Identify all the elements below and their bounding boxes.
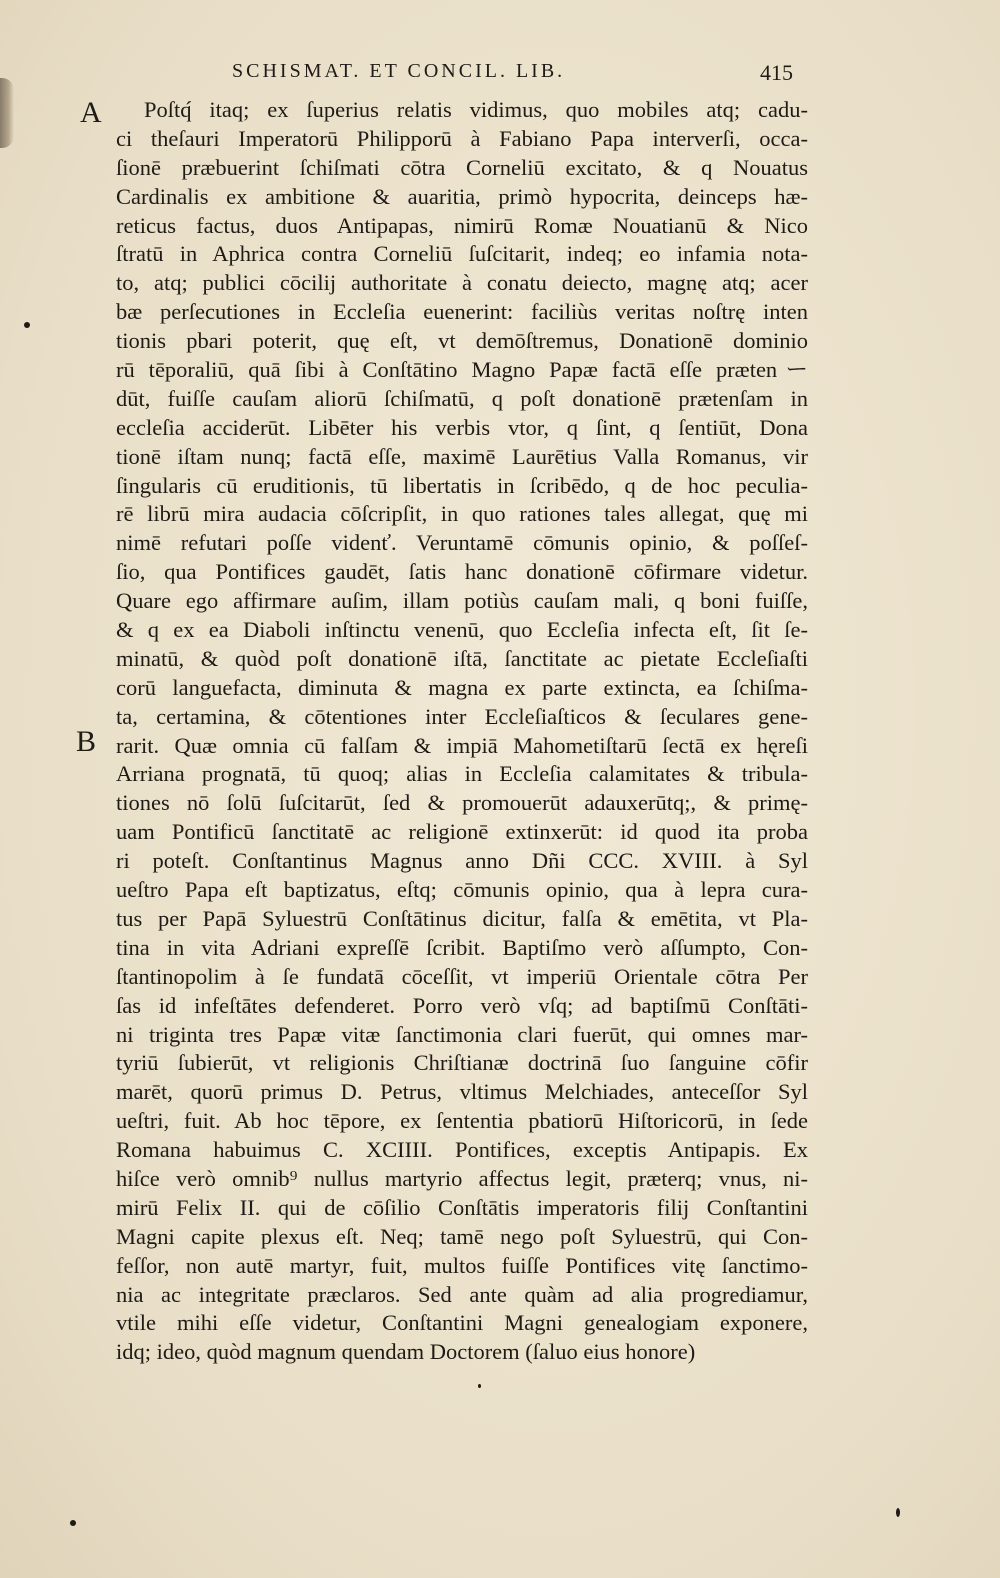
text-line: marēt, quorū primus D. Petrus, vltimus Melchiades, anteceſſor Syl	[116, 1079, 808, 1105]
text-line: ueſtro Papa eſt baptizatus, eſtq; cōmunis opinio, qua à lepra cura-	[116, 877, 808, 903]
text-line: ſtantinopolim à ſe fundatā cōceſſit, vt imperiū Orientale cōtra Per	[116, 963, 808, 989]
page-number: 415	[760, 60, 793, 85]
text-line: uam Pontificū ſanctitatē ac religionē extinxerūt: id quod ita proba	[116, 819, 808, 845]
running-title: SCHISMAT. ET CONCIL. LIB.	[232, 60, 566, 82]
text-line: nimē refutari poſſe videnť. Veruntamē cōmunis opinio, & poſſeſ-	[116, 530, 808, 556]
text-line: idq; ideo, quòd magnum quendam Doctorem (ſaluo eius honore)	[116, 1339, 696, 1365]
body-text	[116, 96, 808, 1367]
text-line: ueſtri, fuit. Ab hoc tēpore, ex ſententia pbatiorū Hiſtoricorū, in ſede	[116, 1108, 808, 1134]
text-line: ſio, qua Pontifices gaudēt, ſatis hanc donationē cōfirmare videtur.	[116, 559, 808, 585]
text-line: ſas id infeſtātes defenderet. Porro verò vſq; ad baptiſmū Conſtāti-	[116, 992, 808, 1018]
text-line: corū languefacta, diminuta & magna ex parte extincta, ea ſchiſma-	[116, 674, 808, 700]
text-line: hiſce verò omnib⁹ nullus martyrio affectus legit, præterq; vnus, ni-	[116, 1165, 808, 1191]
text-line: ni triginta tres Papæ vitæ ſanctimonia clari fuerūt, qui omnes mar-	[116, 1021, 808, 1047]
text-line: ſionē præbuerint ſchiſmati cōtra Corneliū excitato, & q Nouatus	[116, 154, 808, 180]
text-line: nia ac integritate præclaros. Sed ante quàm ad alia progrediamur,	[116, 1281, 808, 1307]
text-line: tiones nō ſolū ſuſcitarūt, ſed & promouerūt adauxerūtq;, & primę-	[116, 790, 808, 816]
margin-letter-a: A	[80, 96, 102, 129]
margin-letter-b: B	[76, 725, 97, 758]
text-line: vtile mihi eſſe videtur, Conſtantini Magni genealogiam exponere,	[116, 1310, 808, 1336]
text-line: rē librū mira audacia cōſcripſit, in quo rationes tales allegat, quę mi	[116, 501, 808, 527]
text-line: ta, certamina, & cōtentiones inter Eccleſiaſticos & ſeculares gene-	[116, 703, 808, 729]
binding-shadow	[0, 78, 14, 148]
text-line: Magni capite plexus eſt. Neq; tamē nego poſt Syluestrū, qui Con-	[116, 1223, 808, 1249]
text-line: bæ perſecutiones in Eccleſia euenerint: faciliùs veritas noſtrę inten	[116, 299, 808, 325]
text-line: eccleſia acciderūt. Libēter his verbis vtor, q ſint, q ſentiūt, Dona	[116, 414, 808, 440]
text-line: ci theſauri Imperatorū Philipporū à Fabiano Papa interverſi, occa-	[116, 125, 808, 151]
text-line: tus per Papā Syluestrū Conſtātinus dicitur, falſa & emētita, vt Pla-	[116, 905, 808, 931]
text-line: tionis pbari poterit, quę eſt, vt demōſtremus, Donationē dominio	[116, 328, 808, 354]
text-line: to, atq; publici cōcilij authoritate à conatu deiecto, magnę atq; acer	[116, 270, 808, 296]
ink-speck	[24, 322, 30, 328]
text-line: feſſor, non autē martyr, fuit, multos fuiſſe Pontifices vitę ſanctimo-	[116, 1252, 808, 1278]
text-line: Cardinalis ex ambitione & auaritia, primò hypocrita, deinceps hæ-	[116, 183, 808, 209]
text-line: Quare ego affirmare auſim, illam potiùs cauſam mali, q boni fuiſſe,	[116, 588, 808, 614]
text-line: rarit. Quæ omnia cū falſam & impiā Mahometiſtarū ſectā ex hęreſi	[116, 732, 808, 758]
text-line: & q ex ea Diaboli inſtinctu venenū, quo Eccleſia infecta eſt, ſit ſe-	[116, 617, 808, 643]
ink-speck	[896, 1508, 900, 1517]
text-line: minatū, & quòd poſt donationē iſtā, ſanctitate ac pietate Eccleſiaſti	[116, 645, 808, 671]
text-line: reticus factus, duos Antipapas, nimirū Romæ Nouatianū & Nico	[116, 212, 808, 238]
text-line: dūt, fuiſſe cauſam aliorū ſchiſmatū, q poſt donationē prætenſam in	[116, 385, 808, 411]
ink-speck	[70, 1520, 76, 1526]
text-line: ſingularis cū eruditionis, tū libertatis in ſcribēdo, q de hoc peculia-	[116, 472, 808, 498]
text-line: tionē iſtam nunq; factā eſſe, maximē Laurētius Valla Romanus, vir	[116, 443, 808, 469]
text-line: Poſtq́ itaq; ex ſuperius relatis vidimus, quo mobiles atq; cadu-	[144, 97, 808, 122]
text-line: mirū Felix II. qui de cōſilio Conſtātis imperatoris filij Conſtantini	[116, 1194, 808, 1220]
text-line: ri poteſt. Conſtantinus Magnus anno Dñi CCC. XVIII. à Syl	[116, 848, 808, 874]
ink-speck	[478, 1384, 481, 1388]
text-line: Romana habuimus C. XCIIII. Pontifices, exceptis Antipapis. Ex	[116, 1137, 808, 1163]
text-line: ſtratū in Aphrica contra Corneliū ſuſcitarit, indeq; eo infamia nota-	[116, 241, 808, 267]
text-line: tyriū ſubierūt, vt religionis Chriſtianæ doctrinā ſuo ſanguine cōfir	[116, 1050, 808, 1076]
text-line: rū tēporaliū, quā ſibi à Conſtātino Magno Papæ factā eſſe prætenー	[116, 357, 808, 383]
text-line: tina in vita Adriani expreſſē ſcribit. Baptiſmo verò aſſumpto, Con-	[116, 934, 808, 960]
text-line: Arriana prognatā, tū quoq; alias in Eccleſia calamitates & tribula-	[116, 761, 808, 787]
